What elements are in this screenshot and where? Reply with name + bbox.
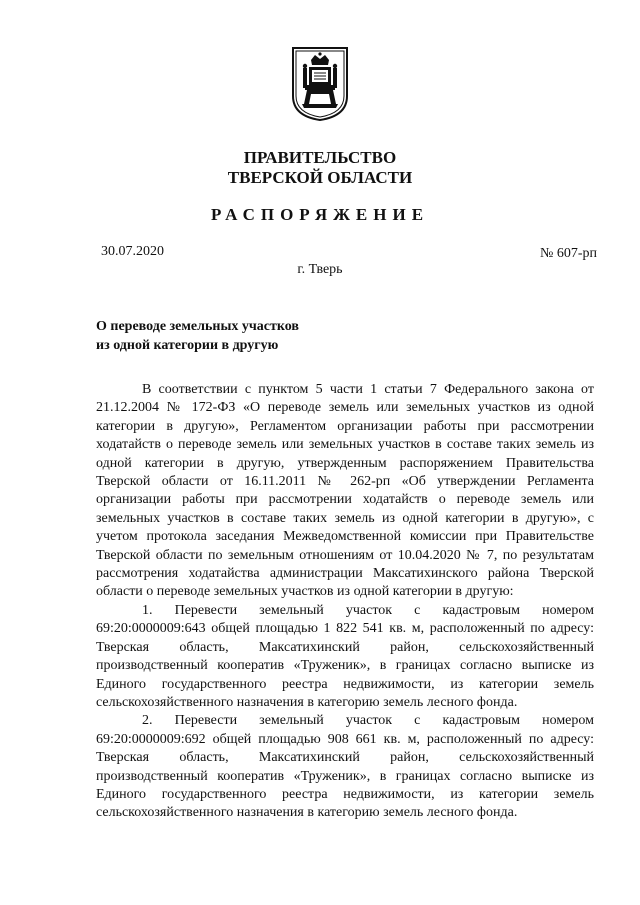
document-date: 30.07.2020 — [101, 244, 164, 259]
document-subject — [96, 317, 299, 355]
item-1-paragraph: 1. Перевести земельный участок с кадастровым номером 69:20:0000009:643 общей площадью 1 822 541 кв. м, расположенный по адресу: Тверская область, Максатихинский район, сельскохозяйственный производственный кооператив «Труженик», в границах согласно выписке из Единого государственного реестра недвижимости, из категории земель сельскохозяйственного назначения в категорию земель лесного фонда. — [96, 602, 594, 710]
government-title-line2: ТВЕРСКОЙ ОБЛАСТИ — [227, 168, 413, 187]
document-type-heading: РАСПОРЯЖЕНИЕ — [210, 205, 430, 224]
document-body — [96, 381, 594, 823]
preamble-paragraph: В соответствии с пунктом 5 части 1 статьи 7 Федерального закона от 21.12.2004 № 172-ФЗ «О переводе земель или земельных участков из одной категории в другую», Регламентом организации работы при рассмотрении ходатайств о переводе земель или земельных участков в составе таких земель из одной категории в другую, утвержденным распоряжением Правительства Тверской области от 16.11.2011 № 262-рп «Об утверждении Регламента организации работы при рассмотрении ходатайств о переводе земель или земельных участков в составе таких земель из одной категории в другую», с учетом протокола заседания Межведомственной комиссии при Правительстве Тверской области по земельным отношениям от 10.04.2020 № 7, по результатам рассмотрения ходатайства администрации Максатихинского района Тверской области о переводе земельных участков из одной категории в другую: — [96, 382, 594, 600]
document-number: № 607-рп — [539, 246, 597, 261]
document-city: г. Тверь — [297, 262, 343, 277]
item-2-paragraph: 2. Перевести земельный участок с кадастровым номером 69:20:0000009:692 общей площадью 908 661 кв. м, расположенный по адресу: Тверская область, Максатихинский район, сельскохозяйственный производственный кооператив «Труженик», в границах согласно выписке из Единого государственного реестра недвижимости, из категории земель сельскохозяйственного назначения в категорию земель лесного фонда. — [96, 713, 594, 821]
government-title-line1: ПРАВИТЕЛЬСТВО — [243, 148, 397, 167]
subject-line1: О переводе земельных участков — [96, 319, 299, 334]
tver-oblast-coat-of-arms-icon — [291, 46, 349, 122]
subject-line2: из одной категории в другую — [96, 338, 279, 353]
